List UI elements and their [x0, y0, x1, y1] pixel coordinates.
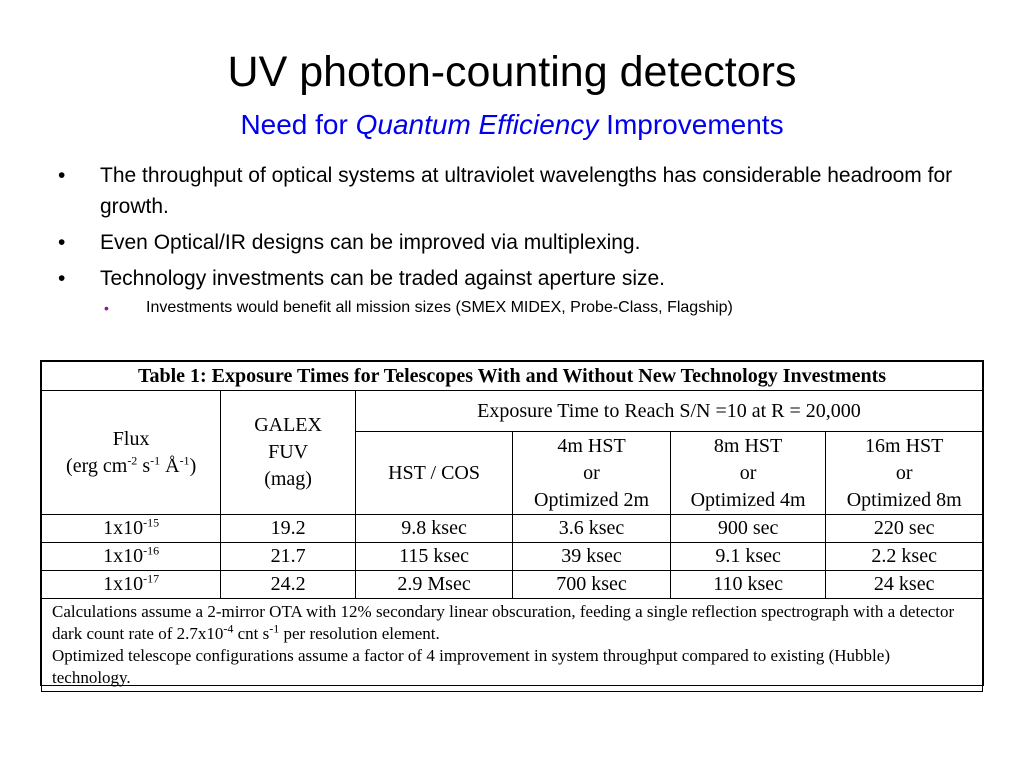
galex-line2: FUV [268, 441, 309, 463]
bullet-item [58, 263, 993, 294]
flux-header-line2 [42, 453, 220, 480]
table-notes [42, 599, 983, 692]
exposure-time-header: Exposure Time to Reach S/N =10 at R = 20,000 [355, 391, 982, 432]
galex-line1: GALEX [254, 414, 322, 436]
bullet-item [58, 160, 993, 222]
flux-exp-1: -2 [127, 452, 138, 467]
hst-cos-cell: 115 ksec [355, 543, 512, 571]
sub-bullet-glyph: • [104, 300, 109, 316]
hst-4m-header [513, 432, 671, 515]
hst-16m-line3: Optimized 8m [846, 488, 962, 511]
hst-4m-cell: 700 ksec [513, 571, 671, 599]
hst-4m-cell: 3.6 ksec [513, 515, 671, 543]
hst-8m-line2: or [739, 461, 757, 484]
hst-16m-header [826, 432, 983, 515]
hst-16m-cell: 24 ksec [826, 571, 983, 599]
notes-text-a: Calculations assume a 2-mirror OTA with 12% secondary linear obscuration, feeding a single reflection spectrograph with a detector dark count rate of 2.7x10 [52, 602, 955, 643]
notes-exp-1: -4 [223, 621, 234, 636]
flux-exp-2: -1 [150, 452, 161, 467]
bullet-glyph: • [58, 231, 66, 254]
galex-line3: (mag) [264, 468, 312, 490]
table-row [42, 543, 983, 571]
table-row [42, 515, 983, 543]
flux-header-line1: Flux [112, 427, 150, 450]
flux-exponent: -15 [143, 515, 160, 530]
subtitle-italic: Quantum Efficiency [355, 109, 599, 140]
bullet-item [58, 227, 993, 258]
flux-unit-a: (erg cm [66, 454, 128, 477]
bullet-glyph: • [58, 164, 66, 187]
flux-cell [42, 515, 221, 543]
notes-calculations [52, 601, 972, 645]
subtitle-prefix: Need for [240, 109, 356, 140]
flux-unit-c: Å [160, 454, 180, 477]
subtitle-suffix: Improvements [598, 109, 784, 140]
sub-bullet-item [58, 297, 993, 319]
bullet-text: Technology investments can be traded against aperture size. [100, 267, 666, 290]
hst-16m-line1: 16m HST [865, 434, 944, 457]
sub-bullet-text: Investments would benefit all mission sizes (SMEX MIDEX, Probe-Class, Flagship) [146, 299, 733, 316]
hst-16m-cell: 220 sec [826, 515, 983, 543]
galex-cell: 21.7 [221, 543, 356, 571]
table-caption: Table 1: Exposure Times for Telescopes With and Without New Technology Investments [42, 362, 983, 391]
slide-subtitle [0, 107, 1024, 143]
bullet-text: The throughput of optical systems at ultraviolet wavelengths has considerable headroom for growth. [100, 164, 953, 218]
hst-cos-cell: 9.8 ksec [355, 515, 512, 543]
bullet-glyph: • [58, 267, 66, 290]
exposure-table [41, 361, 983, 692]
bullet-list [58, 160, 993, 319]
hst-16m-cell: 2.2 ksec [826, 543, 983, 571]
hst-4m-line3: Optimized 2m [534, 488, 649, 511]
flux-cell [42, 543, 221, 571]
flux-base: 1x10 [103, 545, 144, 567]
hst-16m-line2: or [895, 461, 913, 484]
hst-8m-cell: 9.1 ksec [670, 543, 826, 571]
flux-unit-d: ) [189, 454, 197, 477]
exposure-table-figure [40, 360, 984, 686]
hst-8m-line1: 8m HST [713, 434, 783, 457]
flux-exponent: -17 [143, 571, 160, 586]
flux-exponent: -16 [143, 543, 160, 558]
flux-unit-b: s [137, 454, 151, 477]
flux-base: 1x10 [103, 573, 144, 595]
notes-text-b: cnt s [233, 624, 270, 643]
galex-cell: 24.2 [221, 571, 356, 599]
hst-4m-line2: or [583, 461, 600, 484]
hst-cos-header: HST / COS [355, 432, 512, 515]
bullet-text: Even Optical/IR designs can be improved via multiplexing. [100, 231, 641, 254]
hst-8m-cell: 110 ksec [670, 571, 826, 599]
notes-text-c: per resolution element. [279, 624, 440, 643]
flux-base: 1x10 [103, 517, 144, 539]
flux-header [42, 391, 221, 515]
notes-optimized: Optimized telescope configurations assume a factor of 4 improvement in system throughput compared to existing (Hubble) technology. [52, 646, 890, 687]
hst-8m-cell: 900 sec [670, 515, 826, 543]
slide-title: UV photon-counting detectors [227, 48, 797, 96]
flux-cell [42, 571, 221, 599]
flux-exp-3: -1 [179, 452, 190, 467]
hst-8m-line3: Optimized 4m [690, 488, 806, 511]
hst-4m-line1: 4m HST [557, 434, 626, 457]
hst-4m-cell: 39 ksec [513, 543, 671, 571]
galex-cell: 19.2 [221, 515, 356, 543]
notes-exp-2: -1 [269, 621, 280, 636]
hst-cos-cell: 2.9 Msec [355, 571, 512, 599]
hst-8m-header [670, 432, 826, 515]
table-row [42, 571, 983, 599]
galex-header [221, 391, 356, 515]
